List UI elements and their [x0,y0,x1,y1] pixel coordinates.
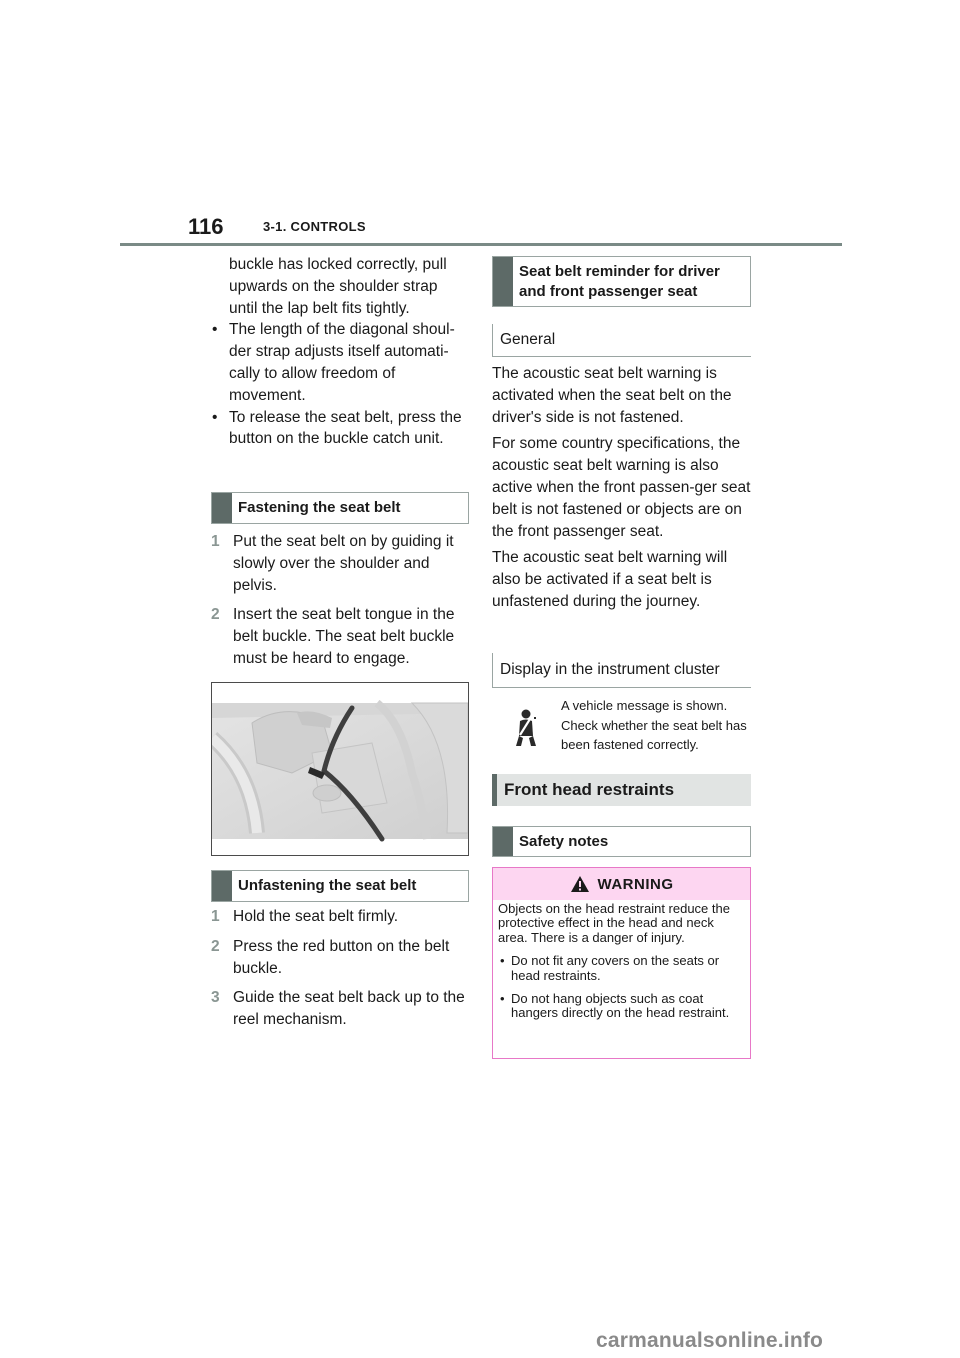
bullet-text: Do not fit any covers on the seats or head restraints. [511,953,720,983]
bullet-dot: • [500,953,505,969]
fastening-steps [211,531,469,670]
step-text: Hold the seat belt firmly. [233,908,399,925]
step-item [211,531,469,596]
seat-belt-reminder-heading [492,256,751,307]
intro-continuation: buckle has locked correctly, pull upwards on the shoulder strap until the lap belt fits tightly. [229,256,447,317]
warning-header [493,868,750,900]
heading-bar [212,871,232,901]
list-item [211,319,469,406]
general-text [492,363,751,613]
step-number: 1 [211,908,220,925]
heading-bar [212,493,232,523]
watermark: carmanualsonline.info [596,1329,824,1352]
seat-belt-warning-icon [512,708,540,748]
safety-notes-heading [492,826,751,857]
step-number: 3 [211,989,220,1007]
bullet-text: Do not hang objects such as coat hangers directly on the head restraint. [511,991,730,1021]
list-item [498,992,744,1021]
heading-text: Fastening the seat belt [238,499,401,516]
heading-bar [493,257,513,306]
paragraph: The acoustic seat belt warning is activated when the seat belt on the driver's side is not fastened. [492,365,732,426]
step-text: Press the red button on the belt buckle. [233,937,450,977]
unfastening-steps [211,906,469,1031]
list-item [211,407,469,451]
step-item [211,906,469,928]
heading-text: Seat belt reminder for driver and front passenger seat [519,262,720,300]
page-number: 116 [188,214,224,239]
display-heading: Display in the instrument cluster [492,653,751,688]
bullet-text: To release the seat belt, press the button on the buckle catch unit. [229,408,462,448]
bullet-dot: • [212,321,218,339]
step-item [211,936,469,980]
unfastening-heading [211,870,469,902]
seat-belt-illustration [211,682,469,856]
step-text: Guide the seat belt back up to the reel mechanism. [233,989,465,1029]
warning-triangle-icon [570,875,590,893]
step-number: 2 [211,937,220,955]
bullet-text: The length of the diagonal shoul-der strap adjusts itself automati-cally to allow freedom of movement. [229,321,455,404]
fastening-heading [211,492,469,524]
step-number: 2 [211,606,220,624]
bullet-dot: • [500,991,505,1007]
warning-title: WARNING [597,875,674,893]
warning-content [493,900,750,1021]
heading-bar [493,827,513,856]
front-head-restraints-heading: Front head restraints [492,774,751,806]
warning-box [492,867,751,1059]
heading-text: Unfastening the seat belt [238,877,417,894]
general-heading: General [492,324,751,357]
list-item [498,954,744,983]
car-interior-image [212,683,468,855]
step-item [211,987,469,1031]
header-divider [120,243,842,246]
step-text: Put the seat belt on by guiding it slowly over the shoulder and pelvis. [233,533,454,594]
chapter-title: 3-1. CONTROLS [263,219,366,234]
bullet-dot: • [212,408,218,426]
heading-text: Safety notes [519,832,609,850]
left-intro [211,254,469,450]
paragraph: For some country specifications, the acoustic seat belt warning is also active when the front passen-ger seat belt is not fastened or objects are on the front passenger seat. [492,435,751,540]
paragraph: The acoustic seat belt warning will also be activated if a seat belt is unfastened during the journey. [492,549,728,610]
step-text: Insert the seat belt tongue in the belt buckle. The seat belt buckle must be heard to engage. [233,606,455,667]
warning-text: Objects on the head restraint reduce the protective effect in the head and neck area. There is a danger of injury. [498,901,730,945]
display-message: A vehicle message is shown. Check whether the seat belt has been fastened correctly. [561,698,747,752]
step-number: 1 [211,533,220,550]
step-item [211,604,469,669]
